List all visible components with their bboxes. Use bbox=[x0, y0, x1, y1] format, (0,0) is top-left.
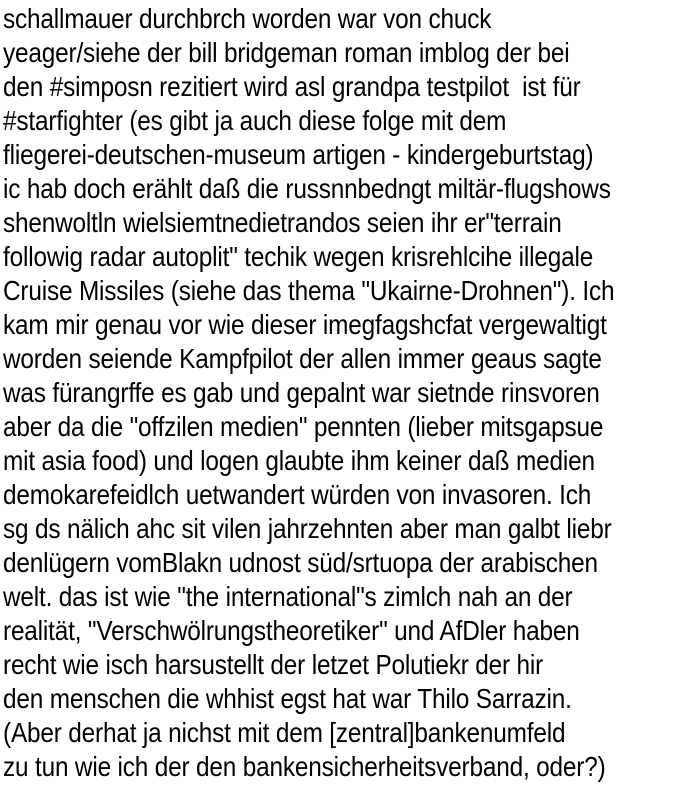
text-line: zu tun wie ich der den bankensicherheitsverband, oder?) bbox=[3, 751, 606, 782]
text-line: demokarefeidlch uetwandert würden von invasoren. Ich bbox=[3, 479, 592, 510]
text-line: denlügern vomBlakn udnost süd/srtuopa der arabischen bbox=[3, 547, 598, 578]
text-line: mit asia food) und logen glaubte ihm keiner daß medien bbox=[3, 445, 595, 476]
text-line: schallmauer durchbrch worden war von chuck bbox=[3, 3, 492, 34]
text-line: sg ds nälich ahc sit vilen jahrzehnten aber man galbt liebr bbox=[3, 513, 612, 544]
text-line: (Aber derhat ja nichst mit dem [zentral]bankenumfeld bbox=[3, 717, 566, 748]
text-line: den #simposn rezitiert wird asl grandpa testpilot ist für bbox=[3, 71, 581, 102]
text-line: realität, "Verschwölrungstheoretiker" und AfDler haben bbox=[3, 615, 580, 646]
text-line: recht wie isch harsustellt der letzet Polutiekr der hir bbox=[3, 649, 544, 680]
text-line: fliegerei-deutschen-museum artigen - kindergeburtstag) bbox=[3, 139, 594, 170]
text-line: den menschen die whhist egst hat war Thilo Sarrazin. bbox=[3, 683, 572, 714]
text-line: shenwoltln wielsiemtnedietrandos seien ihr er"terrain bbox=[3, 207, 562, 238]
text-line: kam mir genau vor wie dieser imegfagshcfat vergewaltigt bbox=[3, 309, 607, 340]
text-line: followig radar autoplit" techik wegen krisrehlcihe illegale bbox=[3, 241, 594, 272]
text-line: worden seiende Kampfpilot der allen immer geaus sagte bbox=[3, 343, 602, 374]
text-line: yeager/siehe der bill bridgeman roman imblog der bei bbox=[3, 37, 570, 68]
text-line: #starfighter (es gibt ja auch diese folge mit dem bbox=[3, 105, 507, 136]
text-line: was fürangrffe es gab und gepalnt war sietnde rinsvoren bbox=[3, 377, 600, 408]
text-line: aber da die "offzilen medien" pennten (lieber mitsgapsue bbox=[3, 411, 604, 442]
text-line: ic hab doch erählt daß die russnnbedngt miltär-flugshows bbox=[3, 173, 611, 204]
text-line: Cruise Missiles (siehe das thema "Ukairne-Drohnen"). Ich bbox=[3, 275, 615, 306]
text-line: welt. das ist wie "the international"s zimlch nah an der bbox=[3, 581, 573, 612]
text-body bbox=[3, 2, 684, 784]
